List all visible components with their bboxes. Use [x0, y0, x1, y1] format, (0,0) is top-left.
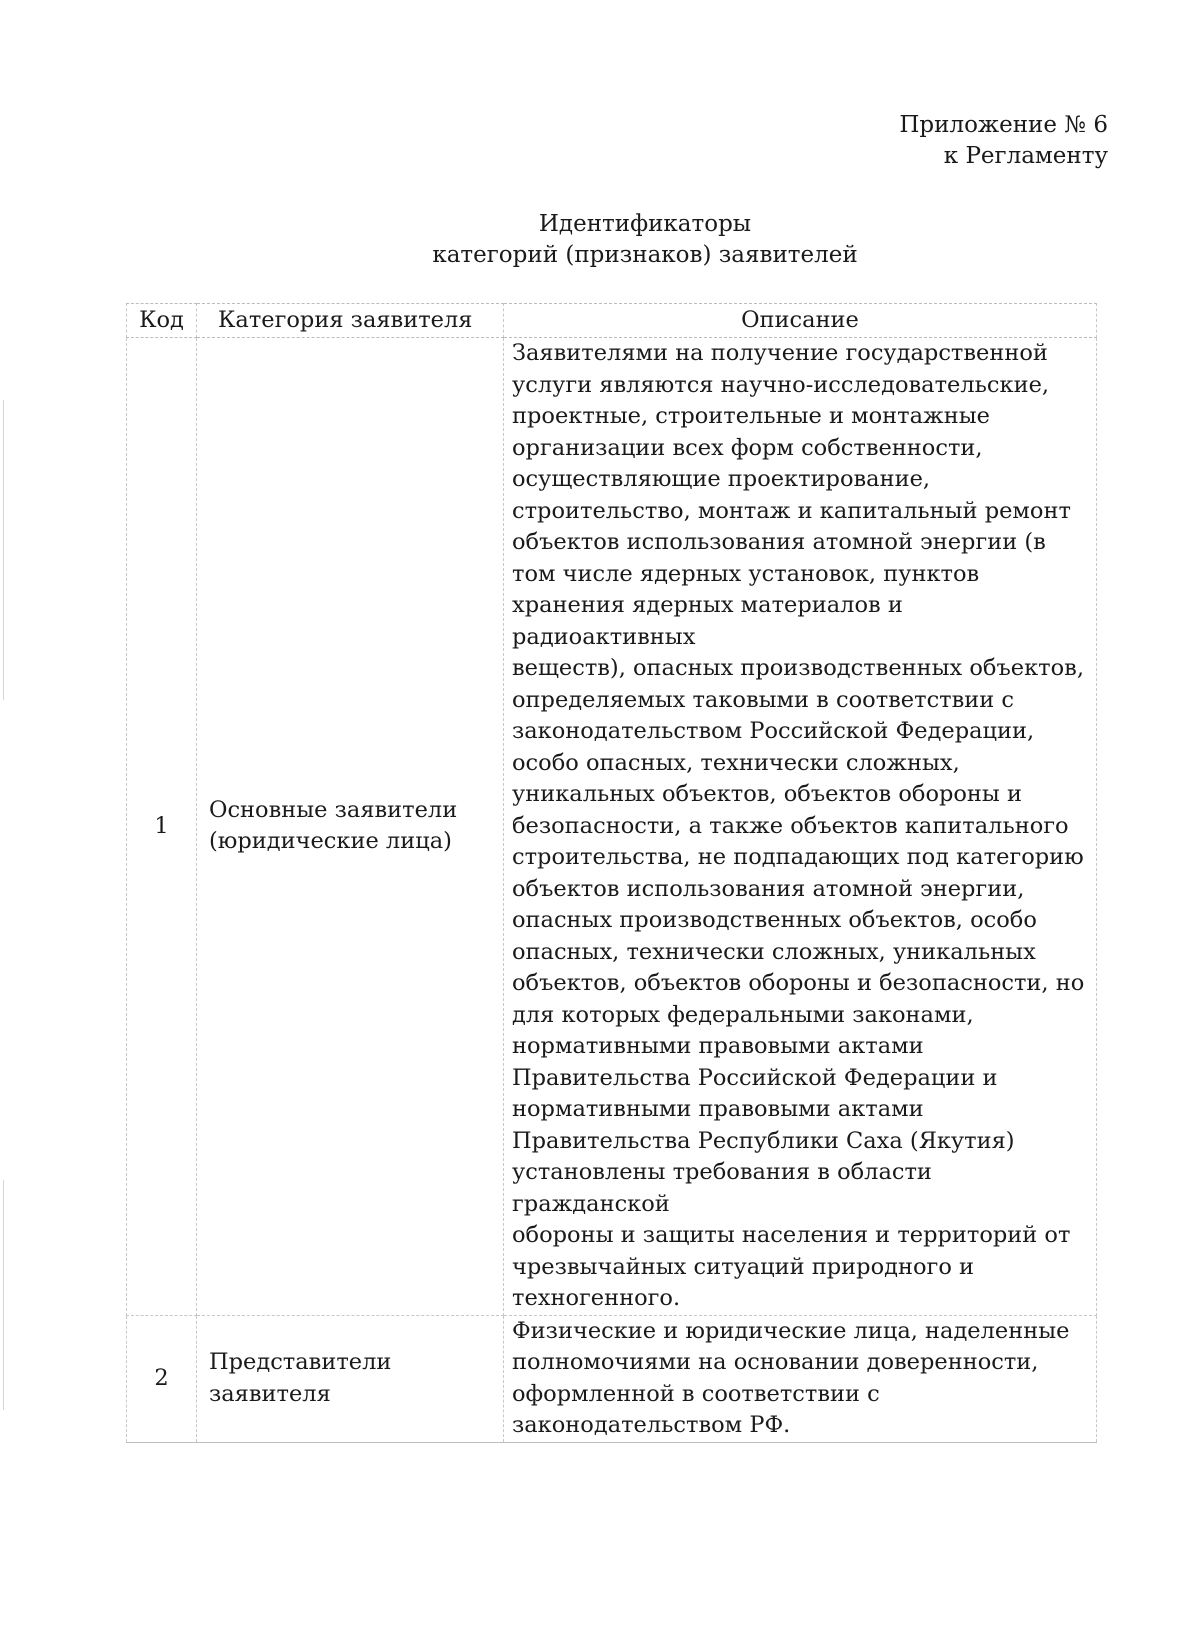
- description-line: Физические и юридические лица, наделенные: [512, 1317, 1070, 1344]
- description-line: объектов, объектов обороны и безопасности, но: [512, 970, 1085, 996]
- header-code: Код: [127, 304, 197, 338]
- description-line: услуги являются научно-исследовательские,: [512, 371, 1050, 398]
- description-line: опасных производственных объектов, особо: [512, 907, 1037, 933]
- appendix-note: [899, 110, 1108, 172]
- row-description: [504, 1315, 1097, 1442]
- description-line: Заявителями на получение государственной: [512, 340, 1048, 366]
- description-line: чрезвычайных ситуаций природного и: [512, 1253, 975, 1280]
- description-line: проектные, строительные и монтажные: [512, 403, 990, 429]
- description-line: особо опасных, технически сложных,: [512, 749, 960, 776]
- description-line: законодательством Российской Федерации,: [512, 718, 1035, 744]
- description-line: установлены требования в области гражданской: [512, 1159, 932, 1217]
- applicant-categories-table: [126, 303, 1097, 1443]
- description-line: оформленной в соответствии с: [512, 1380, 880, 1407]
- description-line: объектов использования атомной энергии,: [512, 875, 1025, 902]
- description-line: Правительства Республики Саха (Якутия): [512, 1127, 1015, 1154]
- appendix-number: Приложение № 6: [899, 112, 1108, 138]
- title-line-1: Идентификаторы: [538, 211, 752, 237]
- document-title: [0, 209, 1200, 271]
- table-header-row: [127, 304, 1097, 338]
- description-line: объектов использования атомной энергии (в: [512, 529, 1046, 555]
- description-line: том числе ядерных установок, пунктов: [512, 560, 980, 587]
- description-line: уникальных объектов, объектов обороны и: [512, 781, 1022, 807]
- scan-edge-mark: [3, 1180, 4, 1410]
- category-line: (юридические лица): [209, 828, 452, 855]
- description-line: нормативными правовыми актами: [512, 1096, 924, 1122]
- title-line-2: категорий (признаков) заявителей: [432, 242, 858, 268]
- description-line: организации всех форм собственности,: [512, 434, 983, 461]
- row-category: [197, 338, 504, 1316]
- description-line: нормативными правовыми актами: [512, 1033, 924, 1059]
- row-category: [197, 1315, 504, 1442]
- table-row: [127, 1315, 1097, 1442]
- header-description: Описание: [504, 304, 1097, 338]
- category-line: заявителя: [209, 1380, 331, 1407]
- description-line: техногенного.: [512, 1285, 681, 1311]
- description-line: осуществляющие проектирование,: [512, 466, 931, 492]
- description-line: полномочиями на основании доверенности,: [512, 1349, 1039, 1375]
- description-line: веществ), опасных производственных объектов,: [512, 655, 1084, 681]
- category-line: Основные заявители: [209, 796, 458, 823]
- row-description: [504, 338, 1097, 1316]
- category-line: Представители: [209, 1349, 392, 1375]
- header-category: Категория заявителя: [197, 304, 504, 338]
- table-row: [127, 338, 1097, 1316]
- description-line: безопасности, а также объектов капитального: [512, 812, 1069, 839]
- row-code: 2: [127, 1315, 197, 1442]
- description-line: хранения ядерных материалов и радиоактивных: [512, 592, 903, 650]
- description-line: строительства, не подпадающих под категорию: [512, 844, 1084, 870]
- description-line: для которых федеральными законами,: [512, 1001, 974, 1028]
- description-line: Правительства Российской Федерации и: [512, 1064, 998, 1091]
- description-line: строительство, монтаж и капитальный ремонт: [512, 497, 1071, 524]
- row-code: 1: [127, 338, 197, 1316]
- description-line: обороны и защиты населения и территорий от: [512, 1222, 1071, 1248]
- scan-edge-mark: [3, 400, 4, 700]
- description-line: опасных, технически сложных, уникальных: [512, 938, 1036, 965]
- appendix-reference: к Регламенту: [943, 143, 1108, 169]
- description-line: определяемых таковыми в соответствии с: [512, 686, 1015, 713]
- description-line: законодательством РФ.: [512, 1412, 791, 1438]
